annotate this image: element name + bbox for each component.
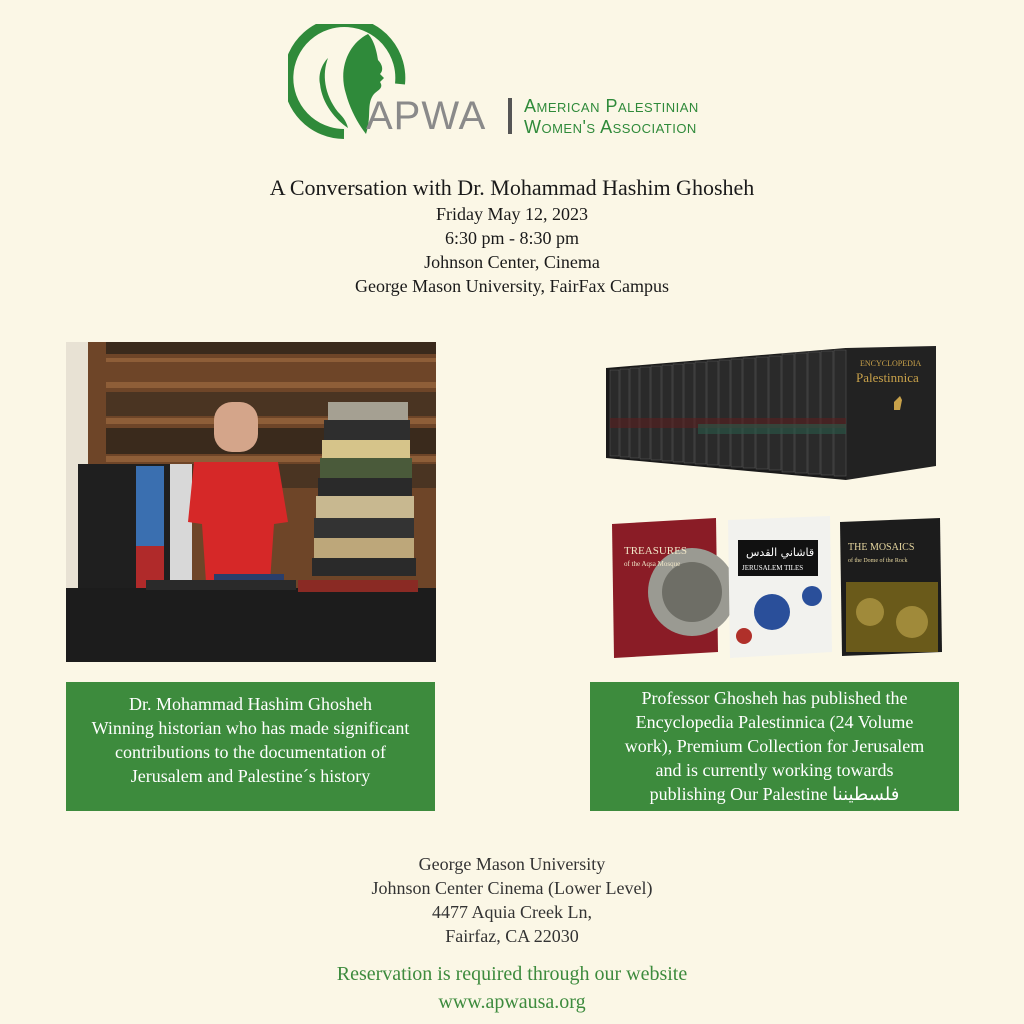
reservation-footer xyxy=(0,960,1024,1016)
reservation-notice: Reservation is required through our website xyxy=(336,963,688,985)
premium-collection-books xyxy=(612,512,942,662)
encyclopedia-box-set xyxy=(598,340,938,490)
bio-line1: Dr. Mohammad Hashim Ghosheh xyxy=(129,694,372,714)
box-name: Palestinnica xyxy=(856,370,919,385)
pub-line3: work), Premium Collection for Jerusalem xyxy=(624,736,925,756)
bio-line2: Winning historian who has made significant xyxy=(91,718,410,738)
logo-org-line2: Women's Association xyxy=(524,117,697,137)
book1-title: TREASURES xyxy=(624,545,687,557)
box-title: ENCYCLOPEDIA xyxy=(860,359,922,368)
book1-subtitle: of the Aqsa Mosque xyxy=(624,560,681,568)
speaker-photo xyxy=(66,342,436,662)
address-line2: Johnson Center Cinema (Lower Level) xyxy=(371,878,653,898)
logo-organization-name xyxy=(524,96,699,138)
event-title: A Conversation with Dr. Mohammad Hashim Ghosheh xyxy=(269,175,755,200)
event-campus: George Mason University, FairFax Campus xyxy=(355,276,669,296)
bio-line3: contributions to the documentation of xyxy=(115,742,386,762)
venue-address xyxy=(0,852,1024,948)
address-line1: George Mason University xyxy=(418,854,606,874)
event-time: 6:30 pm - 8:30 pm xyxy=(445,228,579,248)
pub-line2: Encyclopedia Palestinnica (24 Volume xyxy=(635,712,914,732)
logo-divider xyxy=(508,98,512,134)
website-link[interactable]: www.apwausa.org xyxy=(438,991,586,1013)
book3-title: THE MOSAICS xyxy=(848,542,915,553)
book3-subtitle: of the Dome of the Rock xyxy=(848,558,908,564)
book2-arabic-title: قاشاني القدس xyxy=(746,546,815,559)
address-line4: Fairfaz, CA 22030 xyxy=(445,926,579,946)
bio-line4: Jerusalem and Palestine´s history xyxy=(130,766,371,786)
pub-line5: publishing Our Palestine فلسطيننا xyxy=(649,784,900,804)
logo-acronym: APWA xyxy=(366,94,487,138)
publications-box xyxy=(590,682,959,811)
event-venue: Johnson Center, Cinema xyxy=(424,252,600,272)
address-line3: 4477 Aquia Creek Ln, xyxy=(432,902,592,922)
event-date: Friday May 12, 2023 xyxy=(436,204,588,224)
book2-title: JERUSALEM TILES xyxy=(742,564,804,572)
event-header xyxy=(0,174,1024,298)
pub-line4: and is currently working towards xyxy=(655,760,894,780)
speaker-bio-box xyxy=(66,682,435,811)
logo-org-line1: American Palestinian xyxy=(524,96,699,116)
pub-line1: Professor Ghosheh has published the xyxy=(641,688,908,708)
